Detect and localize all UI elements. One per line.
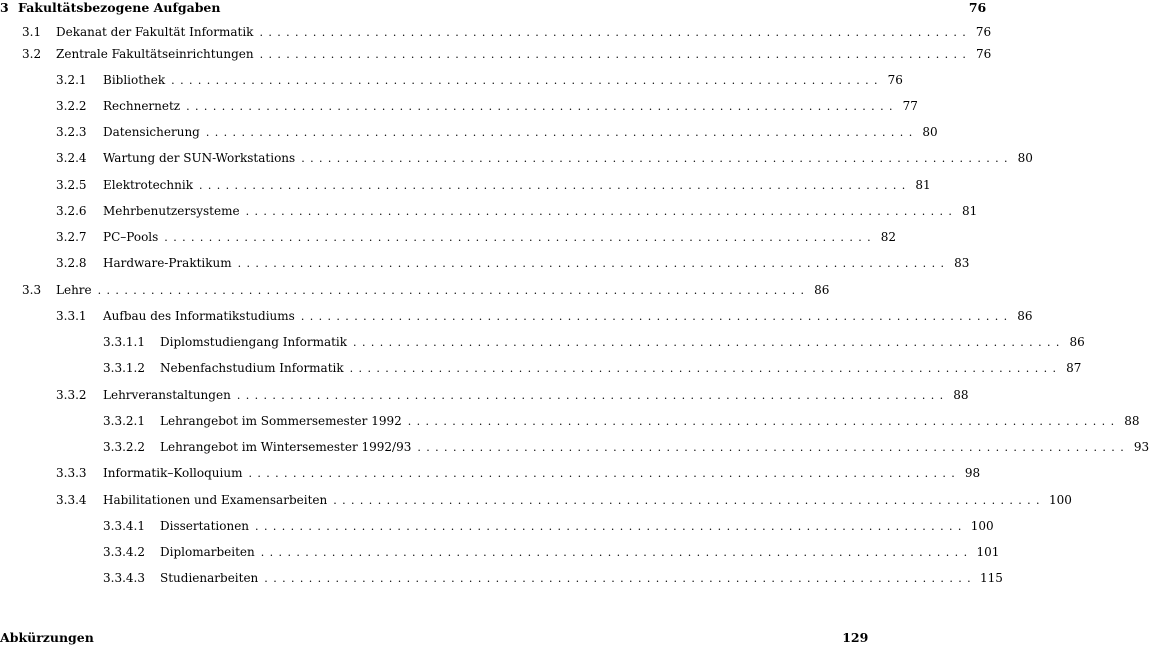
toc-entry-title: Lehrveranstaltungen [103,388,231,402]
toc-entry-page: 76 [968,0,987,15]
dot-leader: ................................................................................ [417,441,1130,454]
toc-entry-page: 76 [887,73,903,87]
toc-entry-number: 3.3.1.2 [103,361,145,375]
toc-entry-page: 86 [1069,335,1085,349]
toc-entry-number: 3.3.4.3 [103,571,145,585]
toc-chapter-entry[interactable] [0,630,869,646]
toc-entry-page: 129 [842,630,869,645]
toc-entry-page: 82 [880,230,897,244]
toc-entry[interactable] [56,98,918,114]
toc-entry[interactable] [56,492,1072,508]
dot-leader: ................................................................................ [186,100,898,113]
toc-entry-title: Lehre [56,283,92,297]
toc-entry-number: 3.2.1 [56,73,87,87]
dot-leader: ................................................................................ [259,48,972,61]
dot-leader: ................................................................................ [264,572,977,585]
dot-leader: ................................................................................ [260,546,973,559]
dot-leader: ................................................................................ [333,494,1045,507]
dot-leader: ................................................................................ [236,389,949,402]
toc-entry-page: 86 [1017,309,1033,323]
toc-entry-title: Informatik–Kolloquium [103,466,243,480]
toc-entry-page: 93 [1133,440,1149,454]
toc-entry-page: 100 [970,519,994,533]
toc-entry-title: Nebenfachstudium Informatik [160,361,344,375]
dot-leader: ................................................................................ [245,205,958,218]
toc-entry-page: 86 [814,283,830,297]
dot-leader: ................................................................................ [237,257,950,270]
toc-entry[interactable] [56,308,1033,324]
toc-entry-title: Fakultätsbezogene Aufgaben [18,0,221,15]
toc-entry-title: Lehrangebot im Wintersemester 1992/93 [160,440,412,454]
toc-entry[interactable] [103,544,1000,560]
toc-entry-title: Dissertationen [160,519,250,533]
dot-leader: ................................................................................ [205,126,918,139]
dot-leader: ................................................................................ [255,520,967,533]
toc-entry-title: Rechnernetz [103,99,181,113]
toc-entry-number: 3.2.3 [56,125,87,139]
toc-entry-page: 88 [1124,414,1140,428]
toc-entry-number: 3.3.1.1 [103,335,145,349]
toc-entry-number: 3.3.1 [56,309,87,323]
toc-entry-title: Lehrangebot im Sommersemester 1992 [160,414,402,428]
toc-entry[interactable] [103,360,1082,376]
dot-leader: ................................................................................ [171,74,883,87]
toc-entry[interactable] [56,255,970,271]
toc-entry-number: 3.3.2.2 [103,440,145,454]
toc-entry-page: 100 [1048,493,1072,507]
toc-entry[interactable] [56,72,903,88]
toc-entry[interactable] [56,465,981,481]
dot-leader: ................................................................................ [407,415,1120,428]
toc-entry-title: Abkürzungen [0,630,94,645]
toc-entry-title: Studienarbeiten [160,571,259,585]
toc-entry-title: Mehrbenutzersysteme [103,204,240,218]
toc-entry-page: 76 [975,25,992,39]
toc-entry[interactable] [56,229,897,245]
toc-entry-number: 3.2 [22,47,42,61]
toc-entry-title: Wartung der SUN-Workstations [103,151,296,165]
toc-entry-number: 3.3.4.1 [103,519,145,533]
toc-entry-title: Elektrotechnik [103,178,193,192]
toc-chapter-entry[interactable] [0,0,987,16]
toc-entry[interactable] [103,413,1140,429]
dot-leader: ................................................................................ [97,284,810,297]
toc-entry-number: 3.2.2 [56,99,87,113]
toc-entry-page: 101 [976,545,1000,559]
toc-entry-title: Dekanat der Fakultät Informatik [56,25,254,39]
toc-entry-number: 3.3.2 [56,388,87,402]
toc-entry-title: Diplomstudiengang Informatik [160,335,348,349]
toc-entry-title: Aufbau des Informatikstudiums [103,309,295,323]
toc-entry-page: 88 [953,388,969,402]
dot-leader: ................................................................................ [198,179,911,192]
toc-entry-page: 76 [976,47,992,61]
toc-entry-number: 3.1 [22,25,42,39]
toc-entry[interactable] [22,282,830,298]
toc-entry-number: 3.3.4 [56,493,87,507]
toc-entry-title: PC–Pools [103,230,159,244]
toc-entry-page: 77 [902,99,918,113]
toc-entry[interactable] [103,334,1085,350]
toc-entry[interactable] [103,570,1003,586]
dot-leader: ................................................................................ [259,26,972,39]
toc-entry-title: Bibliothek [103,73,166,87]
toc-entry-page: 83 [954,256,970,270]
toc-entry-page: 80 [922,125,938,139]
toc-entry[interactable] [56,203,978,219]
toc-entry-title: Habilitationen und Examensarbeiten [103,493,328,507]
toc-entry-page: 80 [1017,151,1033,165]
dot-leader: ................................................................................ [353,336,1065,349]
dot-leader: ................................................................................ [301,152,1013,165]
toc-entry-number: 3 [0,0,9,15]
toc-entry-title: Zentrale Fakultätseinrichtungen [56,47,254,61]
dot-leader: ................................................................................ [164,231,877,244]
toc-entry-page: 81 [915,178,931,192]
toc-entry-page: 81 [962,204,978,218]
toc-entry-number: 3.2.6 [56,204,87,218]
toc-entry[interactable] [56,124,938,140]
toc-entry-title: Hardware-Praktikum [103,256,232,270]
toc-entry-page: 98 [964,466,981,480]
toc-entry-page: 115 [980,571,1003,585]
toc-entry[interactable] [22,24,992,40]
toc-entry-number: 3.3.2.1 [103,414,145,428]
toc-entry[interactable] [56,387,969,403]
dot-leader: ................................................................................ [300,310,1013,323]
toc-entry-number: 3.3 [22,283,42,297]
toc-entry-number: 3.2.7 [56,230,87,244]
dot-leader: ................................................................................ [248,467,961,480]
toc-entry-title: Diplomarbeiten [160,545,255,559]
toc-entry-page: 87 [1066,361,1082,375]
toc-entry[interactable] [56,150,1033,166]
toc-entry-number: 3.3.4.2 [103,545,145,559]
toc-entry-number: 3.2.8 [56,256,87,270]
dot-leader: ................................................................................ [349,362,1062,375]
toc-entry-number: 3.2.4 [56,151,87,165]
toc-entry[interactable] [103,518,994,534]
toc-entry-number: 3.3.3 [56,466,87,480]
toc-entry[interactable] [22,46,992,62]
toc-entry[interactable] [103,439,1149,455]
toc-entry[interactable] [56,177,931,193]
toc-entry-title: Datensicherung [103,125,200,139]
toc-entry-number: 3.2.5 [56,178,87,192]
